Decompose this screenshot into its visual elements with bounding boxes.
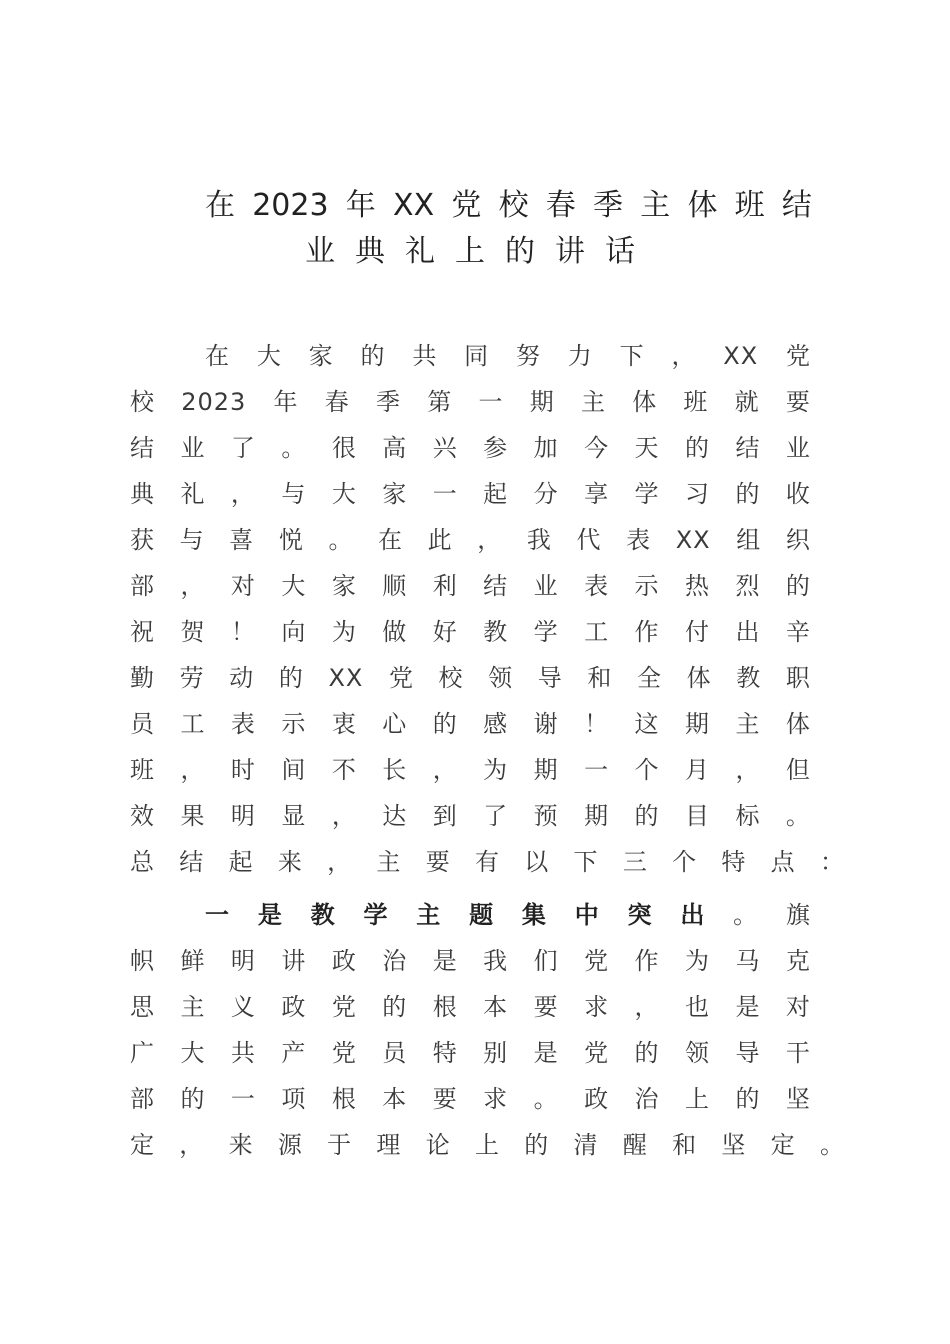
text-token: 就	[734, 388, 759, 416]
text-token: 表	[230, 710, 255, 738]
text-token: 点	[770, 848, 795, 876]
text-token: 个	[634, 756, 659, 784]
text-token: 班	[683, 388, 708, 416]
text-token: 个	[672, 848, 697, 876]
text-token: 体	[687, 188, 718, 223]
text-token: 共	[230, 1039, 255, 1067]
text-token: 业	[785, 434, 810, 462]
text-token: 。	[785, 802, 810, 830]
text-token: 分	[533, 480, 558, 508]
text-token: 明	[230, 802, 255, 830]
text-token: 旗	[785, 901, 810, 929]
text-token: 礼	[180, 480, 205, 508]
text-token: 总	[130, 848, 154, 876]
text-token: 示	[634, 572, 659, 600]
text-token: 坚	[721, 1131, 746, 1159]
text-token: 也	[684, 993, 709, 1021]
text-token: 业	[305, 234, 335, 269]
text-token: 为	[483, 756, 508, 784]
text-token: 对	[230, 572, 255, 600]
paragraph-2-first-line	[205, 896, 810, 934]
text-token: 我	[526, 526, 551, 554]
text-token: 向	[281, 618, 306, 646]
text-token: 校	[498, 188, 529, 223]
text-token: 贺	[180, 618, 205, 646]
text-token: 求	[584, 993, 609, 1021]
text-token: 和	[587, 664, 612, 692]
text-token: 的	[524, 1131, 549, 1159]
text-token: 礼	[405, 234, 435, 269]
text-token: 目	[684, 802, 709, 830]
paragraph-2-line	[130, 1080, 810, 1118]
paragraph-2-line	[130, 1034, 810, 1072]
text-token: ，	[179, 1131, 204, 1159]
text-token: 鲜	[180, 947, 205, 975]
text-token: 的	[505, 234, 535, 269]
text-token: 年	[345, 188, 376, 223]
text-token: 劳	[179, 664, 204, 692]
text-token: 果	[180, 802, 205, 830]
text-token: 期	[584, 802, 609, 830]
section-heading-token: 是	[257, 901, 282, 929]
paragraph-1-line	[130, 751, 810, 789]
text-token: 理	[376, 1131, 401, 1159]
text-token: 喜	[229, 526, 254, 554]
text-token: 要	[432, 1085, 457, 1113]
text-token: 要	[533, 993, 558, 1021]
text-token: 一	[584, 756, 609, 784]
text-token: 示	[281, 710, 306, 738]
paragraph-1-line	[130, 475, 810, 513]
text-token: XX	[723, 342, 759, 370]
text-token: 勤	[130, 664, 154, 692]
text-token: 产	[281, 1039, 306, 1067]
text-token: 对	[785, 993, 810, 1021]
text-token: 作	[634, 947, 659, 975]
text-token: 有	[474, 848, 499, 876]
paragraph-1-line	[130, 705, 810, 743]
text-token: 表	[626, 526, 651, 554]
text-token: 主	[580, 388, 605, 416]
text-token: 特	[721, 848, 746, 876]
text-token: 于	[327, 1131, 352, 1159]
paragraph-1-line	[130, 521, 810, 559]
text-token: 部	[130, 1085, 154, 1113]
text-token: 大	[281, 572, 306, 600]
paragraph-1-line	[130, 429, 810, 467]
text-token: 员	[382, 1039, 407, 1067]
text-token: 大	[331, 480, 356, 508]
text-token: 期	[529, 388, 554, 416]
text-token: 月	[684, 756, 709, 784]
text-token: 2023	[252, 188, 329, 223]
section-heading-token: 主	[416, 901, 441, 929]
text-token: 年	[273, 388, 298, 416]
text-token: 好	[432, 618, 457, 646]
text-token: 体	[785, 710, 810, 738]
text-token: 班	[130, 756, 154, 784]
text-token: 高	[382, 434, 407, 462]
document-title-line-2	[305, 232, 635, 272]
text-token: 项	[281, 1085, 306, 1113]
text-token: 的	[432, 710, 457, 738]
text-token: 烈	[735, 572, 760, 600]
text-token: 政	[281, 993, 306, 1021]
text-token: ，	[432, 756, 457, 784]
text-token: 一	[230, 1085, 255, 1113]
text-token: ，	[230, 480, 255, 508]
text-token: 义	[230, 993, 255, 1021]
text-token: 。	[281, 434, 306, 462]
text-token: 醒	[622, 1131, 647, 1159]
text-token: 这	[634, 710, 659, 738]
text-token: 作	[634, 618, 659, 646]
text-token: 党	[786, 342, 810, 370]
text-token: 以	[524, 848, 549, 876]
text-token: 的	[278, 664, 303, 692]
text-token: 是	[735, 993, 760, 1021]
text-token: 上	[474, 1131, 499, 1159]
text-token: 春	[324, 388, 349, 416]
text-token: 本	[382, 1085, 407, 1113]
text-token: 付	[684, 618, 709, 646]
text-token: 显	[281, 802, 306, 830]
text-token: 治	[634, 1085, 659, 1113]
text-token: 根	[331, 1085, 356, 1113]
text-token: 帜	[130, 947, 154, 975]
section-heading-token: 集	[521, 901, 546, 929]
text-token: 政	[331, 947, 356, 975]
text-token: 间	[281, 756, 306, 784]
document-title-line-1	[205, 186, 812, 226]
text-token: 一	[478, 388, 503, 416]
section-heading-token: 出	[680, 901, 705, 929]
text-token: 预	[533, 802, 558, 830]
text-token: ，	[331, 802, 356, 830]
text-token: 春	[545, 188, 576, 223]
text-token: 求	[483, 1085, 508, 1113]
text-token: 在	[205, 188, 235, 223]
text-token: 校	[438, 664, 463, 692]
text-token: 祝	[130, 618, 154, 646]
section-heading-token: 学	[363, 901, 388, 929]
paragraph-1-line	[130, 797, 810, 835]
text-token: 天	[634, 434, 659, 462]
text-token: 下	[573, 848, 598, 876]
text-token: 广	[130, 1039, 154, 1067]
text-token: 结	[781, 188, 812, 223]
text-token: 享	[584, 480, 609, 508]
text-token: 的	[634, 802, 659, 830]
text-token: 大	[256, 342, 281, 370]
text-token: ，	[180, 756, 205, 784]
text-token: 做	[382, 618, 407, 646]
text-token: 为	[684, 947, 709, 975]
text-token: 业	[180, 434, 205, 462]
text-token: 本	[483, 993, 508, 1021]
text-token: XX	[675, 526, 711, 554]
text-token: 感	[483, 710, 508, 738]
text-token: 根	[432, 993, 457, 1021]
text-token: 参	[483, 434, 508, 462]
text-token: 党	[331, 993, 356, 1021]
paragraph-2-line	[130, 942, 810, 980]
text-token: 工	[584, 618, 609, 646]
text-token: 教	[483, 618, 508, 646]
text-token: 体	[686, 664, 711, 692]
text-token: 不	[331, 756, 356, 784]
paragraph-2-line	[130, 988, 810, 1026]
text-token: 全	[636, 664, 661, 692]
text-token: 的	[382, 993, 407, 1021]
text-token: 家	[382, 480, 407, 508]
text-token: 第	[427, 388, 452, 416]
text-token: 导	[537, 664, 562, 692]
text-token: ，	[327, 848, 352, 876]
text-token: 季	[593, 188, 623, 223]
text-token: 2023	[181, 388, 247, 416]
text-token: 。	[819, 1131, 844, 1159]
text-token: 的	[684, 434, 709, 462]
text-token: 领	[684, 1039, 709, 1067]
text-token: XX	[328, 664, 364, 692]
text-token: 职	[785, 664, 810, 692]
text-token: ，	[735, 756, 760, 784]
text-token: 的	[735, 480, 760, 508]
text-token: 下	[619, 342, 644, 370]
text-token: 和	[672, 1131, 697, 1159]
text-token: 业	[533, 572, 558, 600]
text-token: 导	[735, 1039, 760, 1067]
text-token: 别	[483, 1039, 508, 1067]
text-token: 为	[331, 618, 356, 646]
text-token: 的	[785, 572, 810, 600]
text-token: 党	[584, 1039, 609, 1067]
text-token: ！	[584, 710, 609, 738]
paragraph-2-line	[130, 1126, 844, 1164]
text-token: 辛	[785, 618, 810, 646]
text-token: 期	[533, 756, 558, 784]
text-token: 加	[533, 434, 558, 462]
text-token: 很	[331, 434, 356, 462]
text-token: 学	[634, 480, 659, 508]
text-token: 典	[130, 480, 154, 508]
text-token: 治	[382, 947, 407, 975]
text-token: 同	[464, 342, 489, 370]
paragraph-1-line	[130, 613, 810, 651]
text-token: ，	[634, 993, 659, 1021]
text-token: 党	[331, 1039, 356, 1067]
text-token: 马	[735, 947, 760, 975]
text-token: 讲	[555, 234, 585, 269]
section-heading-token: 教	[310, 901, 335, 929]
text-token: 领	[488, 664, 513, 692]
paragraph-1-line	[130, 843, 844, 881]
text-token: 获	[130, 526, 154, 554]
text-token: ：	[819, 848, 844, 876]
text-token: 了	[483, 802, 508, 830]
text-token: 热	[684, 572, 709, 600]
text-token: 是	[432, 947, 457, 975]
text-token: 员	[130, 710, 154, 738]
section-heading-token: 题	[469, 901, 494, 929]
text-token: 上	[684, 1085, 709, 1113]
text-token: 兴	[432, 434, 457, 462]
text-token: 三	[622, 848, 647, 876]
text-token: 习	[684, 480, 709, 508]
paragraph-1-line	[130, 383, 810, 421]
text-token: 谢	[533, 710, 558, 738]
text-token: 动	[229, 664, 254, 692]
text-token: 悦	[278, 526, 303, 554]
text-token: 主	[180, 993, 205, 1021]
text-token: 了	[230, 434, 255, 462]
text-token: 来	[277, 848, 302, 876]
text-token: 结	[483, 572, 508, 600]
text-token: 来	[228, 1131, 253, 1159]
text-token: 代	[576, 526, 601, 554]
text-token: 坚	[785, 1085, 810, 1113]
text-token: 努	[515, 342, 540, 370]
text-token: 要	[785, 388, 810, 416]
text-token: 党	[388, 664, 413, 692]
text-token: 典	[355, 234, 385, 269]
text-token: 到	[432, 802, 457, 830]
text-token: 明	[230, 947, 255, 975]
text-token: 的	[360, 342, 385, 370]
text-token: 起	[483, 480, 508, 508]
text-token: 今	[584, 434, 609, 462]
text-token: 衷	[331, 710, 356, 738]
text-token: 时	[230, 756, 255, 784]
text-token: 定	[770, 1131, 795, 1159]
text-token: ，	[671, 342, 696, 370]
text-token: 校	[130, 388, 154, 416]
text-token: 家	[331, 572, 356, 600]
text-token: 党	[451, 188, 482, 223]
text-token: 织	[785, 526, 810, 554]
text-token: 清	[573, 1131, 598, 1159]
text-token: 收	[785, 480, 810, 508]
text-token: 期	[684, 710, 709, 738]
text-token: 力	[567, 342, 592, 370]
text-token: 话	[605, 234, 635, 269]
section-heading-token: 一	[205, 901, 229, 929]
text-token: 是	[533, 1039, 558, 1067]
text-token: 共	[412, 342, 437, 370]
text-token: 与	[179, 526, 204, 554]
text-token: 思	[130, 993, 154, 1021]
text-token: 政	[584, 1085, 609, 1113]
text-token: 党	[584, 947, 609, 975]
text-token: 工	[180, 710, 205, 738]
text-token: 一	[432, 480, 457, 508]
text-token: 结	[179, 848, 204, 876]
text-token: 心	[382, 710, 407, 738]
text-token: 班	[734, 188, 765, 223]
text-token: 克	[785, 947, 810, 975]
text-token: 效	[130, 802, 154, 830]
text-token: 们	[533, 947, 558, 975]
text-token: 结	[130, 434, 154, 462]
text-token: 此	[427, 526, 452, 554]
paragraph-1-line	[130, 659, 810, 697]
text-token: 达	[382, 802, 407, 830]
text-token: 学	[533, 618, 558, 646]
text-token: 主	[735, 710, 760, 738]
text-token: 源	[277, 1131, 302, 1159]
text-token: 定	[130, 1131, 154, 1159]
text-token: XX	[393, 188, 435, 223]
text-token: ！	[230, 618, 255, 646]
text-token: 顺	[382, 572, 407, 600]
text-token: 利	[432, 572, 457, 600]
text-token: 的	[180, 1085, 205, 1113]
text-token: 在	[205, 342, 229, 370]
text-token: 标	[735, 802, 760, 830]
text-token: 长	[382, 756, 407, 784]
text-token: 特	[432, 1039, 457, 1067]
text-token: 但	[785, 756, 810, 784]
text-token: 起	[228, 848, 253, 876]
text-token: 部	[130, 572, 154, 600]
text-token: 在	[378, 526, 403, 554]
paragraph-1-line	[205, 337, 810, 375]
text-token: 季	[376, 388, 401, 416]
text-token: 的	[735, 1085, 760, 1113]
text-token: 。	[733, 901, 758, 929]
text-token: 结	[735, 434, 760, 462]
text-token: 干	[785, 1039, 810, 1067]
text-token: 教	[736, 664, 761, 692]
text-token: 出	[735, 618, 760, 646]
text-token: 上	[455, 234, 485, 269]
section-heading-token: 中	[574, 901, 599, 929]
text-token: 我	[483, 947, 508, 975]
text-token: 。	[328, 526, 353, 554]
text-token: 主	[376, 848, 401, 876]
text-token: 的	[634, 1039, 659, 1067]
text-token: 表	[584, 572, 609, 600]
text-token: 主	[640, 188, 671, 223]
text-token: 。	[533, 1085, 558, 1113]
text-token: ，	[180, 572, 205, 600]
paragraph-1-line	[130, 567, 810, 605]
text-token: 组	[736, 526, 761, 554]
text-token: 论	[425, 1131, 450, 1159]
text-token: 家	[308, 342, 333, 370]
text-token: 与	[281, 480, 306, 508]
text-token: 讲	[281, 947, 306, 975]
text-token: 大	[180, 1039, 205, 1067]
text-token: 要	[425, 848, 450, 876]
text-token: ，	[477, 526, 502, 554]
text-token: 体	[632, 388, 657, 416]
section-heading-token: 突	[627, 901, 652, 929]
